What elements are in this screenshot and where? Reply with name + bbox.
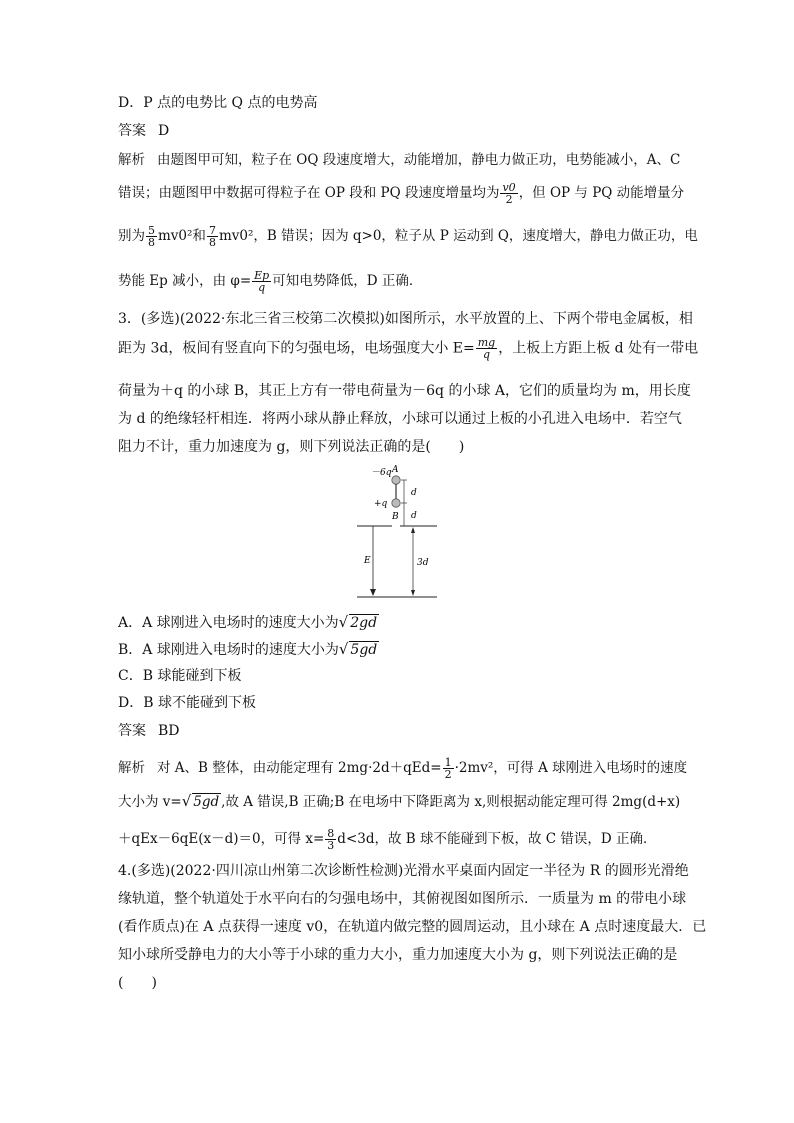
analysis-text: 错误；由题图甲中数据可得粒子在 OP 段和 PQ 段速度增量均为 — [118, 185, 500, 201]
charge-a-label: －6q — [371, 468, 392, 478]
q3-line-2 — [118, 336, 699, 361]
q3-option-c: C．B 球能碰到下板 — [118, 668, 242, 684]
ball-b — [392, 499, 400, 507]
analysis-text: 别为 — [118, 228, 145, 244]
frac-den: q — [482, 348, 490, 361]
sqrt-content: 2gd — [350, 615, 378, 631]
q3-option-d: D．B 球不能碰到下板 — [118, 695, 256, 711]
q3-option-b: B．A 球刚进入电场时的速度大小为√ 5gd — [118, 640, 378, 658]
q3-line-3: 荷量为＋q 的小球 B，其正上方有一带电荷量为－6q 的小球 A，它们的质量均为 m，用长度 — [118, 383, 691, 399]
q4-line-1: 4.(多选)(2022·四川凉山州第二次诊断性检测)光滑水平桌面内固定一半径为 R 的圆形光滑绝 — [118, 863, 689, 879]
analysis-text: 对 A、B 整体，由动能定理有 2mg·2d＋qEd= — [157, 760, 442, 776]
analysis-text: ，但 OP 与 PQ 动能增量分 — [518, 185, 685, 201]
frac-den: 3 — [327, 839, 335, 852]
option-d-prev: D．P 点的电势比 Q 点的电势高 — [118, 95, 318, 111]
q3-answer-row — [118, 721, 690, 741]
q4-line-3: (看作质点)在 A 点获得一速度 v0，在轨道内做完整的圆周运动，且小球在 A 点时速度最大．已 — [118, 919, 707, 935]
analysis-text: 可知电势降低，D 正确． — [272, 273, 423, 289]
fraction — [325, 828, 336, 851]
analysis-line-2 — [118, 182, 690, 205]
analysis-text: mv0²，B 错误；因为 q>0，粒子从 P 运动到 Q，速度增大，静电力做正功，电 — [218, 228, 698, 244]
answer-value: BD — [158, 723, 180, 739]
answer-label: 答案 — [118, 123, 146, 139]
analysis-line-3 — [118, 224, 698, 249]
frac-num: 7 — [208, 224, 216, 237]
field-arrow — [370, 589, 376, 596]
frac-num: v0 — [502, 181, 516, 194]
q4-line-2: 缘轨道，整个轨道处于水平向右的匀强电场中，其俯视图如图所示．一质量为 m 的带电小球 — [118, 891, 687, 907]
fraction — [500, 182, 517, 205]
analysis-label: 解析 — [118, 152, 145, 168]
q3-text: 距为 3d，板间有竖直向下的匀强电场，电场强度大小 E= — [118, 340, 475, 357]
analysis-line-1 — [118, 150, 690, 170]
frac-den: q — [258, 281, 266, 294]
frac-den: 8 — [208, 236, 216, 249]
analysis-label: 解析 — [118, 760, 145, 776]
dim-d2-label: d — [411, 511, 417, 521]
analysis-text: ,故 A 错误,B 正确;B 在电场中下降距离为 x,则根据动能定理可得 2mg(d+x) — [221, 794, 681, 810]
sqrt-content: 5gd — [350, 642, 378, 658]
analysis-text: 大小为 v= — [118, 794, 182, 810]
dim-d1-label: d — [411, 488, 417, 498]
frac-den: 8 — [148, 236, 155, 249]
figure-plates-diagram — [355, 463, 445, 603]
sqrt-content: 5gd — [193, 794, 220, 810]
analysis-line-4 — [118, 270, 690, 293]
analysis-text: ·2mv²，可得 A 球刚进入电场时的速度 — [454, 760, 688, 776]
ball-a-label: A — [392, 465, 399, 475]
fraction — [443, 757, 454, 780]
frac-num: 5 — [148, 224, 155, 237]
analysis-text: 由题图甲可知，粒子在 OQ 段速度增大，动能增加，静电力做正功，电势能减小，A、C — [157, 152, 681, 168]
fraction — [252, 270, 271, 293]
fraction — [146, 225, 157, 248]
q3-line-5: 阻力不计，重力加速度为 g，则下列说法正确的是( ) — [118, 439, 465, 455]
fraction — [207, 225, 218, 248]
option-text: B．A 球刚进入电场时的速度大小为 — [118, 642, 339, 658]
frac-den: 2 — [444, 768, 452, 781]
option-text: A．A 球刚进入电场时的速度大小为 — [118, 615, 339, 631]
analysis-text: d<3d，故 B 球不能碰到下板，故 C 错误，D 正确． — [337, 831, 657, 847]
answer-row-prev — [118, 121, 690, 141]
field-label: E — [364, 556, 371, 566]
analysis-text: ＋qEx－6qE(x－d)＝0，可得 x= — [118, 831, 325, 847]
q3-line-1: 3．(多选)(2022·东北三省三校第二次模拟)如图所示，水平放置的上、下两个带电金属板，相 — [118, 311, 693, 327]
q4-line-4: 知小球所受静电力的大小等于小球的重力大小，重力加速度大小为 g，则下列说法正确的是 — [118, 947, 678, 963]
q3-line-4: 为 d 的绝缘轻杆相连．将两小球从静止释放，小球可以通过上板的小孔进入电场中．若空气 — [118, 411, 682, 427]
frac-num: 8 — [327, 827, 335, 840]
answer-label: 答案 — [118, 723, 146, 739]
q3-text: ，上板上方距上板 d 处有一带电 — [498, 340, 699, 357]
charge-b-label: +q — [374, 499, 388, 509]
analysis-text: 势能 Ep 减小，由 φ= — [118, 273, 252, 289]
q4-line-5: ( ) — [118, 975, 157, 991]
q3-analysis-line-2: 大小为 v=√ 5gd ,故 A 错误,B 正确;B 在电场中下降距离为 x,则根据动能定理可得 2mg(d+x) — [118, 792, 681, 810]
analysis-text: mv0²和 — [158, 228, 206, 244]
answer-value: D — [158, 123, 170, 139]
q3-analysis-line-3 — [118, 828, 690, 851]
q3-analysis-line-1 — [118, 757, 690, 780]
dim-3d-label: 3d — [417, 558, 429, 568]
ball-a — [392, 476, 400, 484]
q3-option-a: A．A 球刚进入电场时的速度大小为√ 2gd — [118, 613, 378, 631]
ball-b-label: B — [392, 512, 399, 522]
frac-num: mg — [477, 336, 496, 349]
frac-num: 1 — [444, 756, 452, 769]
fraction — [476, 337, 497, 360]
frac-den: 2 — [505, 193, 513, 206]
frac-num: Ep — [254, 269, 270, 282]
